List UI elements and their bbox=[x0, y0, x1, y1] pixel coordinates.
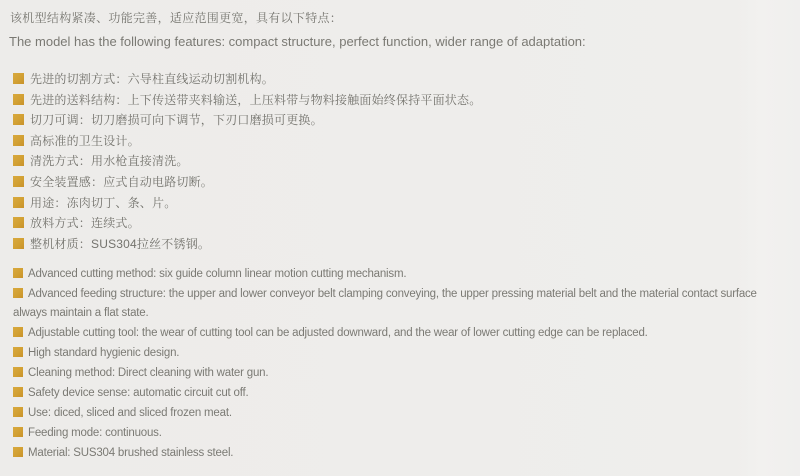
bullet-square-icon bbox=[13, 94, 24, 105]
bullet-square-icon bbox=[13, 114, 24, 125]
feature-text: Advanced cutting method: six guide column linear motion cutting mechanism. bbox=[28, 268, 407, 280]
feature-text: Safety device sense: automatic circuit cut off. bbox=[28, 387, 249, 399]
feature-item-cn bbox=[13, 131, 792, 152]
feature-item-cn bbox=[13, 213, 792, 234]
bullet-square-icon bbox=[13, 197, 24, 208]
feature-item-en bbox=[13, 364, 792, 383]
bullet-square-icon bbox=[13, 288, 23, 298]
bullet-square-icon bbox=[13, 367, 23, 377]
intro-line-en: The model has the following features: compact structure, perfect function, wider range of adaptation: bbox=[9, 34, 586, 49]
feature-text: 切刀可调：切刀磨损可向下调节，下刃口磨损可更换。 bbox=[30, 113, 323, 128]
bullet-square-icon bbox=[13, 327, 23, 337]
feature-item-en bbox=[13, 344, 792, 363]
feature-item-en bbox=[13, 324, 792, 343]
feature-text: Advanced feeding structure: the upper and lower conveyor belt clamping conveying, the upper pressing material belt and the material contact surface always maintain a flat state. bbox=[13, 288, 757, 319]
feature-list-en bbox=[13, 265, 792, 464]
feature-text: High standard hygienic design. bbox=[28, 347, 180, 359]
bullet-square-icon bbox=[13, 387, 23, 397]
feature-item-en bbox=[13, 285, 792, 323]
feature-text: 先进的切割方式：六导柱直线运动切割机构。 bbox=[30, 72, 275, 86]
feature-list-cn bbox=[13, 69, 792, 254]
feature-text: 放料方式：连续式。 bbox=[30, 216, 140, 231]
feature-text: 安全装置感：应式自动电路切断。 bbox=[30, 174, 214, 189]
intro-line-cn: 该机型结构紧凑、功能完善，适应范围更宽，具有以下特点： bbox=[10, 11, 343, 25]
feature-item-cn bbox=[13, 172, 792, 193]
feature-item-cn bbox=[13, 151, 792, 172]
bullet-square-icon bbox=[13, 447, 23, 457]
feature-text: 用途：冻肉切丁、条、片。 bbox=[30, 195, 177, 210]
feature-text: Material: SUS304 brushed stainless steel. bbox=[28, 447, 234, 459]
feature-item-cn bbox=[13, 193, 792, 214]
bullet-square-icon bbox=[13, 135, 24, 146]
feature-text: 高标准的卫生设计。 bbox=[30, 133, 140, 148]
bullet-square-icon bbox=[13, 268, 23, 278]
feature-item-cn bbox=[13, 90, 792, 111]
feature-text: 先进的送料结构：上下传送带夹料输送，上压料带与物料接触面始终保持平面状态。 bbox=[30, 92, 482, 107]
feature-text: Use: diced, sliced and sliced frozen meat. bbox=[28, 407, 232, 419]
bullet-square-icon bbox=[13, 238, 24, 249]
bullet-square-icon bbox=[13, 176, 24, 187]
feature-item-cn bbox=[13, 110, 792, 131]
bullet-square-icon bbox=[13, 155, 24, 166]
feature-item-en bbox=[13, 265, 792, 284]
feature-item-en bbox=[13, 444, 792, 463]
bullet-square-icon bbox=[13, 427, 23, 437]
bullet-square-icon bbox=[13, 73, 24, 84]
feature-item-cn bbox=[13, 234, 792, 255]
feature-item-cn bbox=[13, 69, 792, 90]
feature-item-en bbox=[13, 404, 792, 423]
feature-text: Cleaning method: Direct cleaning with water gun. bbox=[28, 367, 269, 379]
feature-item-en bbox=[13, 384, 792, 403]
feature-item-en bbox=[13, 424, 792, 443]
bullet-square-icon bbox=[13, 217, 24, 228]
feature-text: 清洗方式：用水枪直接清洗。 bbox=[30, 154, 189, 169]
bullet-square-icon bbox=[13, 347, 23, 357]
bullet-square-icon bbox=[13, 407, 23, 417]
feature-text: 整机材质：SUS304拉丝不锈钢。 bbox=[30, 236, 211, 251]
feature-text: Adjustable cutting tool: the wear of cutting tool can be adjusted downward, and the wear of lower cutting edge can be replaced. bbox=[28, 327, 648, 339]
feature-text: Feeding mode: continuous. bbox=[28, 427, 162, 439]
